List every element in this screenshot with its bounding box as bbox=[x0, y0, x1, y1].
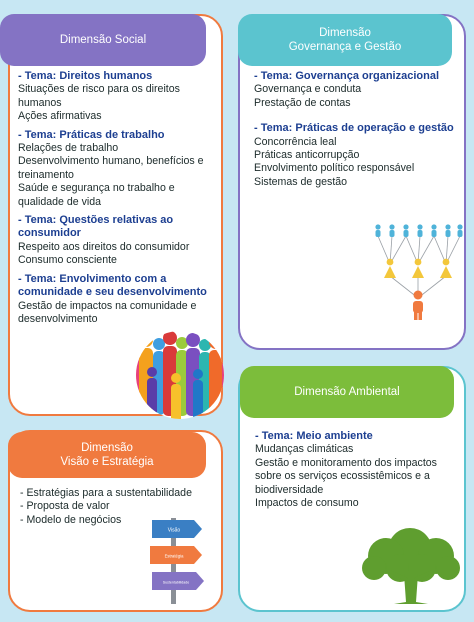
social-tema-1: - Tema: Direitos humanos bbox=[18, 70, 153, 82]
environmental-dimension-header bbox=[240, 366, 454, 418]
social-tema-2: - Tema: Práticas de trabalho bbox=[18, 128, 165, 141]
governance-tema-1: - Tema: Governança organizacional bbox=[254, 70, 440, 82]
social-item: Consumo consciente bbox=[18, 254, 117, 267]
social-item: Relações de trabalho bbox=[18, 142, 119, 155]
sign-sustainability-label: Sustentabilidade bbox=[162, 580, 190, 585]
governance-topics bbox=[254, 70, 459, 194]
social-header-text: Dimensão Social bbox=[59, 34, 147, 46]
vision-item: - Estratégias para a sustentabilidade bbox=[20, 487, 192, 499]
environmental-header-text: Dimensão Ambiental bbox=[294, 386, 400, 398]
social-tema-4: - Tema: Envolvimento com a comunidade e seu desenvolvimento bbox=[18, 272, 207, 299]
tree-illustration bbox=[360, 524, 462, 606]
governance-item: Sistemas de gestão bbox=[254, 175, 348, 188]
environmental-tema: - Tema: Meio ambiente bbox=[255, 430, 373, 442]
sign-strategy-label: Estratégia bbox=[164, 553, 184, 559]
social-group-2 bbox=[18, 129, 218, 209]
crowd-illustration bbox=[124, 330, 236, 420]
social-item: Ações afirmativas bbox=[18, 110, 102, 123]
social-tema-3: - Tema: Questões relativas ao consumidor bbox=[18, 214, 174, 240]
governance-dimension-header bbox=[238, 14, 452, 66]
governance-header-line1: Dimensão bbox=[319, 27, 371, 39]
governance-item: Práticas anticorrupção bbox=[254, 149, 360, 162]
social-item: Gestão de impactos na comunidade e desenvolvimento bbox=[18, 299, 197, 325]
social-item: Situações de risco para os direitos humanos bbox=[18, 83, 180, 109]
governance-item: Envolvimento político responsável bbox=[254, 162, 415, 175]
governance-item: Governança e conduta bbox=[254, 83, 362, 96]
social-dimension-header bbox=[0, 14, 206, 66]
vision-header-line2: Visão e Estratégia bbox=[60, 456, 154, 468]
governance-item: Concorrência leal bbox=[254, 135, 337, 148]
governance-tema-2: - Tema: Práticas de operação e gestão bbox=[254, 122, 454, 135]
vision-item: - Proposta de valor bbox=[20, 500, 110, 513]
governance-item: Prestação de contas bbox=[254, 96, 351, 109]
social-group-1 bbox=[18, 70, 218, 124]
governance-group-1 bbox=[254, 70, 459, 110]
environmental-topics bbox=[255, 430, 455, 510]
signpost-illustration bbox=[148, 514, 208, 606]
environmental-item: Gestão e monitoramento dos impactos sobre os serviços ecossistêmicos e a biodiversidade bbox=[255, 456, 437, 496]
sign-vision-label: Visão bbox=[167, 527, 181, 534]
social-topics bbox=[18, 70, 218, 331]
governance-header-line2: Governança e Gestão bbox=[288, 41, 402, 53]
social-group-3 bbox=[18, 214, 218, 268]
environmental-item: Impactos de consumo bbox=[255, 497, 359, 510]
social-item: Respeito aos direitos do consumidor bbox=[18, 240, 190, 253]
vision-dimension-header bbox=[8, 432, 206, 478]
social-group-4 bbox=[18, 273, 218, 327]
environmental-item: Mudanças climáticas bbox=[255, 443, 354, 456]
governance-group-2 bbox=[254, 122, 459, 189]
social-item: Desenvolvimento humano, benefícios e treinamento bbox=[18, 155, 204, 181]
vision-header-line1: Dimensão bbox=[81, 442, 133, 454]
vision-item: - Modelo de negócios bbox=[20, 513, 122, 526]
hierarchy-people-illustration bbox=[370, 222, 466, 322]
social-item: Saúde e segurança no trabalho e qualidade de vida bbox=[18, 182, 175, 208]
